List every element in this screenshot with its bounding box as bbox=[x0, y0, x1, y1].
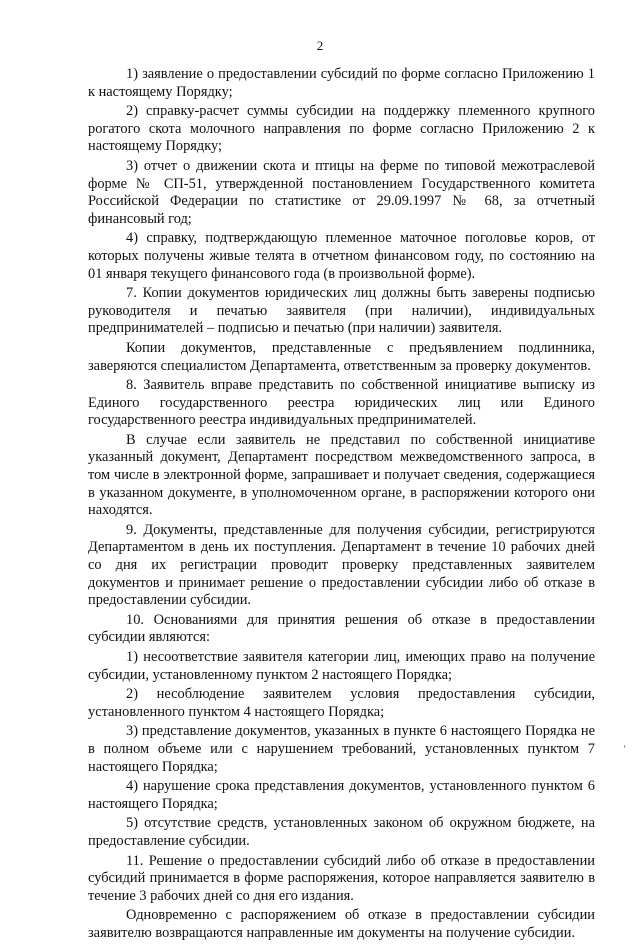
list-item-application: 1) заявление о предоставлении субсидий по форме согласно Приложению 1 к настоящему Порядку; bbox=[88, 66, 595, 100]
refusal-ground-4: 4) нарушение срока представления документов, установленного пунктом 6 настоящего Порядка; bbox=[88, 778, 595, 812]
clause-7-copies-certification: 7. Копии документов юридических лиц должны быть заверены подписью руководителя и печатью заявителя (при наличии), индивидуальных предпринимателей – подписью и печатью (при наличии) заявителя. bbox=[88, 285, 595, 337]
clause-7-copies-with-originals: Копии документов, представленные с предъявлением подлинника, заверяются специалистом Департамента, ответственным за проверку документов. bbox=[88, 339, 595, 374]
scan-mark bbox=[624, 745, 625, 748]
list-item-calculation-certificate: 2) справку-расчет суммы субсидии на поддержку племенного крупного рогатого скота молочного направления по форме согласно Приложению 2 к настоящему Порядку; bbox=[88, 103, 595, 155]
refusal-ground-5: 5) отсутствие средств, установленных законом об окружном бюджете, на предоставление субсидии. bbox=[88, 815, 595, 849]
refusal-ground-2: 2) несоблюдение заявителем условия предоставления субсидии, установленного пунктом 4 настоящего Порядка; bbox=[88, 686, 595, 720]
document-body bbox=[88, 66, 595, 945]
clause-11-decision: 11. Решение о предоставлении субсидий либо об отказе в предоставлении субсидий принимается в форме распоряжения, которое направляется заявителю в течение 3 рабочих дней со дня его издания. bbox=[88, 852, 595, 904]
list-item-livestock-report: 3) отчет о движении скота и птицы на ферме по типовой межотраслевой форме № СП-51, утвержденной постановлением Государственного комитета Российской Федерации по статистике от 29.09.1997 № 68, за отчетный финансовый год; bbox=[88, 157, 595, 227]
refusal-ground-1: 1) несоответствие заявителя категории лиц, имеющих право на получение субсидии, установленному пунктом 2 настоящего Порядка; bbox=[88, 649, 595, 683]
clause-11-documents-return: Одновременно с распоряжением об отказе в предоставлении субсидии заявителю возвращаются направленные им документы на получение субсидии. bbox=[88, 907, 595, 941]
clause-8-interagency-request: В случае если заявитель не представил по собственной инициативе указанный документ, Департамент посредством межведомственного запроса, в том числе в электронной форме, запрашивает и получает сведения, содержащиеся в указанном документе, в уполномоченном органе, в распоряжении которого они находятся. bbox=[88, 431, 595, 519]
page-number: 2 bbox=[316, 38, 324, 53]
clause-8-registry-extract: 8. Заявитель вправе представить по собственной инициативе выписку из Единого государственного реестра юридических лиц или Единого государственного реестра индивидуальных предпринимателей. bbox=[88, 377, 595, 429]
list-item-breeding-stock-certificate: 4) справку, подтверждающую племенное маточное поголовье коров, от которых получены живые телята в отчетном финансовом году, по состоянию на 01 января текущего финансового года (в произвольной форме). bbox=[88, 230, 595, 282]
clause-9-registration-review: 9. Документы, представленные для получения субсидии, регистрируются Департаментом в день их поступления. Департамент в течение 10 рабочих дней со дня их регистрации проводит проверку представленных заявителем документов и принимает решение о предоставлении субсидии либо об отказе в предоставлении субсидии. bbox=[88, 521, 595, 609]
refusal-ground-3: 3) представление документов, указанных в пункте 6 настоящего Порядка не в полном объеме или с нарушением требований, установленных пунктом 7 настоящего Порядка; bbox=[88, 723, 595, 775]
clause-10-refusal-grounds: 10. Основаниями для принятия решения об отказе в предоставлении субсидии являются: bbox=[88, 611, 595, 646]
